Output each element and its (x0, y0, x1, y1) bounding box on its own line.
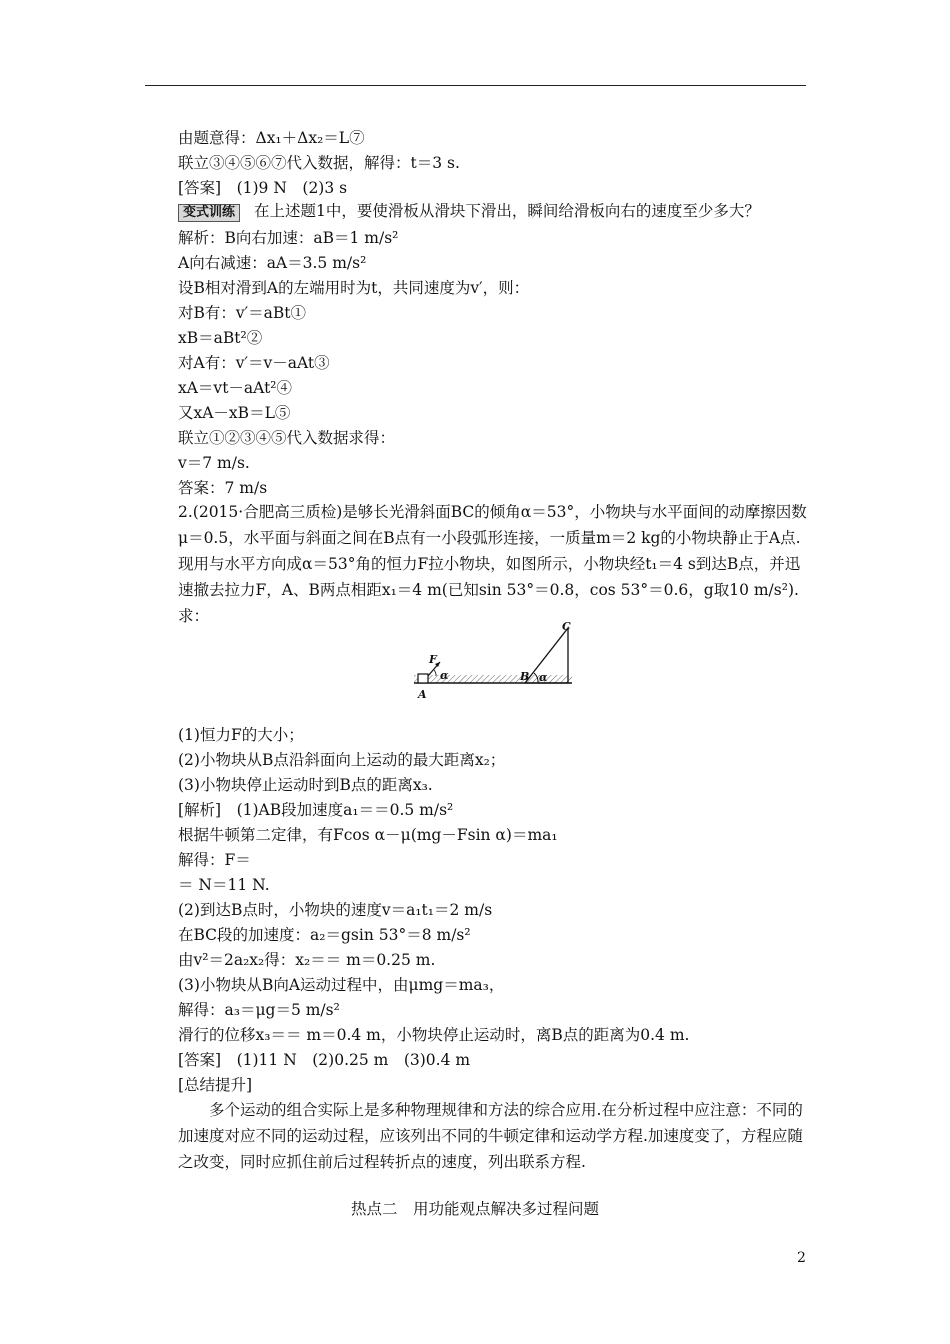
section-heading: 热点二 用功能观点解决多过程问题 (350, 1200, 599, 1218)
label-C: C (562, 620, 571, 633)
incline-figure (410, 618, 580, 710)
page-number: 2 (797, 1250, 806, 1266)
label-alpha-incline: α (539, 671, 548, 684)
header-rule (145, 85, 806, 86)
label-B: B (520, 670, 530, 683)
ground-hatch (414, 675, 572, 683)
text-line: xB＝aBt²② (178, 329, 263, 347)
text-line: 对B有：v′＝aBt① (178, 304, 307, 322)
text-line: (3)小物块停止运动时到B点的距离x₃. (178, 776, 433, 794)
incline-diagram (410, 618, 580, 706)
text-line: 根据牛顿第二定律，有Fcos α－μ(mg－Fsin α)＝ma₁ (178, 826, 558, 844)
text-line: 在BC段的加速度：a₂＝gsin 53°＝8 m/s² (178, 926, 471, 944)
label-alpha-force: α (440, 669, 449, 682)
text-line: [总结提升] (178, 1076, 253, 1094)
text-line: (2)到达B点时，小物块的速度v＝a₁t₁＝2 m/s (178, 901, 493, 919)
text-line: 解得：F＝ (178, 851, 251, 869)
text-line: [答案] (1)11 N (2)0.25 m (3)0.4 m (178, 1051, 471, 1069)
summary-paragraph: 多个运动的组合实际上是多种物理规律和方法的综合应用.在分析过程中应注意：不同的加速度对应不同的运动过程，应该列出不同的牛顿定律和运动学方程.加速度变了，方程应随之改变，同时应抓住前后过程转折点的速度，列出联系方程. (178, 1101, 803, 1171)
text-line: ＝ N＝11 N. (178, 876, 270, 894)
text-line: 又xA－xB＝L⑤ (178, 404, 291, 422)
text-line: 滑行的位移x₃＝＝ m＝0.4 m，小物块停止运动时，离B点的距离为0.4 m. (178, 1026, 690, 1044)
text-line: 由v²＝2a₂x₂得：x₂＝＝ m＝0.25 m. (178, 951, 436, 969)
text-line: 答案：7 m/s (178, 479, 268, 497)
text-line: 由题意得：Δx₁＋Δx₂＝L⑦ (178, 129, 365, 147)
block (418, 674, 428, 683)
text-line: (2)小物块从B点沿斜面向上运动的最大距离x₂； (178, 751, 506, 769)
text-line: 对A有：v′＝v－aAt③ (178, 354, 330, 372)
text-line: (3)小物块从B向A运动过程中，由μmg＝ma₃， (178, 976, 505, 994)
text-line: 联立①②③④⑤代入数据求得： (178, 429, 396, 447)
text-line: 联立③④⑤⑥⑦代入数据，解得：t＝3 s. (178, 154, 460, 172)
problem-2-statement: 2.(2015·合肥高三质检)是够长光滑斜面BC的倾角α＝53°，小物块与水平面间的动摩擦因数μ＝0.5，水平面与斜面之间在B点有一小段弧形连接，一质量m＝2 kg的小物块静止于A点.现用与水平方向成α＝53°角的恒力F拉小物块，如图所示，小物块经t₁＝4 s到达B点，并迅速撤去拉力F，A、B两点相距x₁＝4 m(已知sin 53°＝0.8，cos 53°＝0.6，g取10 m/s²).求： (178, 503, 807, 625)
label-A: A (418, 688, 427, 701)
text-line: [答案] (1)9 N (2)3 s (178, 179, 348, 197)
text-line: 设B相对滑到A的左端用时为t，共同速度为v′，则： (178, 279, 530, 297)
text-line: A向右减速：aA＝3.5 m/s² (178, 254, 367, 272)
text-line: 解得：a₃＝μg＝5 m/s² (178, 1001, 340, 1019)
variant-training-label: 变式训练 (178, 204, 240, 222)
text-line: v＝7 m/s. (178, 454, 250, 472)
text-line: [解析] (1)AB段加速度a₁＝＝0.5 m/s² (178, 801, 454, 819)
text-line: xA＝vt－aAt²④ (178, 379, 293, 397)
text-line: (1)恒力F的大小； (178, 726, 304, 744)
label-F: F (429, 653, 437, 666)
variant-line (178, 201, 760, 222)
variant-question: 在上述题1中，要使滑板从滑块下滑出，瞬间给滑板向右的速度至少多大？ (254, 202, 760, 220)
text-line: 解析：B向右加速：aB＝1 m/s² (178, 229, 399, 247)
